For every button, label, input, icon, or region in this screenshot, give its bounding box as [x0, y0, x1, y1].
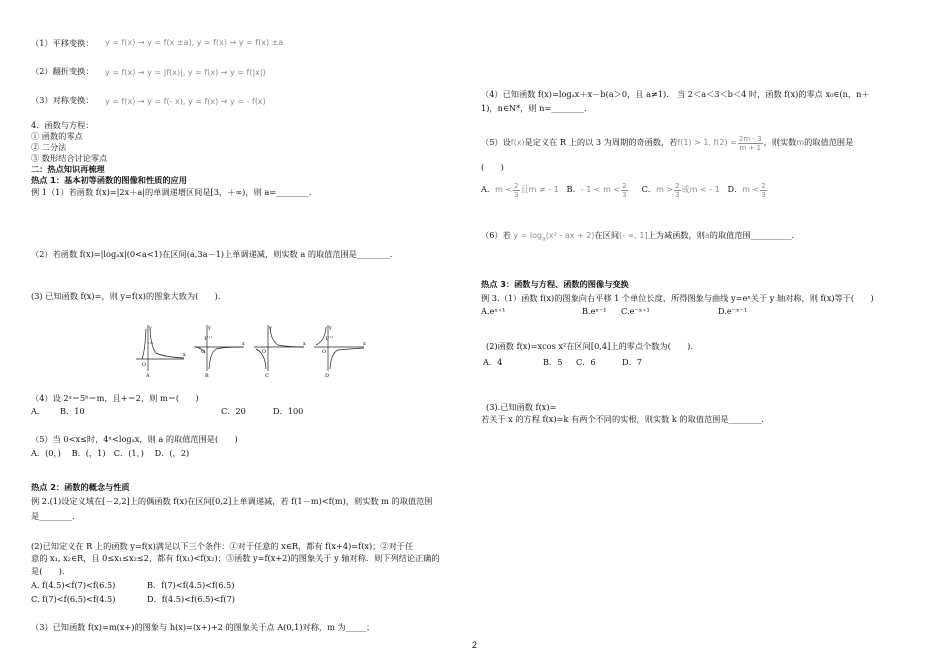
- example-2-1: 例 2.(1)设定义域在[－2,2]上的偶函数 f(x)在区间[0,2]上单调递减，若 f(1－m)<f(m)，则实数 m 的取值范围: [31, 496, 433, 506]
- option-d-frac: [760, 182, 766, 199]
- example-2-2-cont: 意的 x₁, x₂∈R，且 0≤x₁≤x₂≤2，都有 f(x₁)<f(x₂)；③函数 y=f(x+2)的图象关于 y 轴对称．则下列结论正确的: [31, 553, 440, 563]
- option-d-num: 2: [761, 181, 766, 190]
- option-b-den: 3: [622, 190, 627, 199]
- right-q6-interval: (- ∞, 1]: [619, 231, 648, 240]
- right-q5: [481, 133, 853, 152]
- right-q6: [481, 230, 794, 245]
- example-3-3: (3).已知函数 f(x)=: [486, 402, 557, 412]
- right-q5-fraction: [738, 135, 763, 152]
- example-2-2: (2)已知定义在 R 上的函数 y=f(x)满足以下三个条件：①对于任意的 x∈R，都有 f(x+4)=f(x)；②对于任: [31, 541, 414, 551]
- graph-a-x-label: x: [183, 352, 186, 358]
- right-q5-m: m: [796, 138, 805, 147]
- option-2-2-a: A. f(4.5)<f(7)<f(6.5): [31, 580, 116, 590]
- option-2-2-d: D．f(4.5)<f(6.5)<f(7): [147, 594, 235, 604]
- option-3-1-b: B.eˣ⁻¹: [582, 306, 607, 316]
- right-q5-paren: ( ): [481, 162, 504, 172]
- example-2-1-cont: 是________.: [31, 511, 75, 521]
- line-symmetry-formula: y = f(x) → y = f(- x), y = f(x) → y = - f(x): [105, 97, 266, 106]
- example-1-1: 例 1（1）若函数 f(x)=|2x＋a|的单调递增区间是[3，＋∞)，则 a=________.: [31, 187, 312, 197]
- line-flip-label: （2）翻折变换：: [31, 66, 94, 76]
- right-q6-text: 在区间: [594, 230, 620, 240]
- option-3-2-a: A．4: [483, 357, 503, 367]
- option-b-frac: [621, 182, 627, 199]
- option-a-frac: [513, 182, 519, 199]
- graph-d-label: D: [325, 373, 330, 379]
- option-3-1-d: D.e⁻ˣ⁻¹: [718, 306, 748, 316]
- example-3-2: (2)函数 f(x)=xcos x²在区间[0,4]上的零点个数为( ).: [486, 341, 693, 351]
- graph-d: [314, 325, 364, 371]
- section-heading: 二：热点知识再梳理: [31, 164, 105, 174]
- option-1-4-d: D．100: [273, 406, 304, 416]
- option-3-2-c: C．6: [576, 357, 596, 367]
- line-zero-point: ① 函数的零点: [31, 131, 83, 141]
- right-q5-fx: f(x): [510, 138, 525, 147]
- example-1-3: (3) 已知函数 f(x)=，则 y=f(x)的图象大致为( ).: [31, 291, 221, 301]
- option-d-den: 3: [761, 190, 766, 199]
- line-graph-zero: ③ 数形结合讨论零点: [31, 153, 108, 163]
- graph-d-one-label: 1: [325, 336, 329, 342]
- page-number: 2: [472, 640, 478, 650]
- line-flip-formula: y = f(x) → y = |f(x)|, y = f(x) → y = f(|x|): [105, 68, 266, 77]
- right-q5-text2: ，则实数: [763, 137, 797, 147]
- graph-c-y-label: y: [269, 325, 272, 331]
- option-d-label: D．: [727, 184, 743, 194]
- right-q6-lead: （6）若: [481, 230, 511, 240]
- graph-c-origin-label: O: [262, 349, 267, 355]
- graph-b-origin-label: O: [201, 349, 206, 355]
- example-3-1: 例 3.（1）函数 f(x)的图象向右平移 1 个单位长度，所得图象与曲线 y=eˣ关于 y 轴对称，则 f(x)等于( ): [481, 293, 874, 303]
- graph-b-label: B: [205, 373, 209, 379]
- right-q4-cont: 1)，n∈N*，则 n=________.: [481, 103, 587, 113]
- example-2-2-end: 是( ).: [31, 566, 65, 576]
- option-c-num: 2: [675, 181, 680, 190]
- option-c-label: C．: [641, 184, 657, 194]
- graph-c-x-label: x: [303, 341, 306, 347]
- graph-d-y-label: y: [329, 325, 332, 331]
- line-function-equation: 4．函数与方程：: [31, 120, 94, 130]
- option-c-den: 3: [675, 190, 680, 199]
- option-a-num: 2: [514, 181, 519, 190]
- option-a-den: 3: [514, 190, 519, 199]
- graph-b-one-label: 1: [204, 336, 208, 342]
- option-3-1-c: C.e⁻ˣ⁺¹: [621, 306, 650, 316]
- option-b-num: 2: [622, 181, 627, 190]
- hotspot-2-heading: 热点 2：函数的概念与性质: [31, 482, 130, 492]
- option-3-2-b: B．5: [543, 357, 563, 367]
- option-c-tail: 或m < - 1: [681, 185, 720, 194]
- option-b-label: B．: [566, 184, 581, 194]
- right-q6-fn-arg: (x² - ax + 2): [545, 231, 595, 240]
- right-q5-frac-num: 2m - 3: [738, 134, 762, 143]
- graph-b: [194, 325, 244, 371]
- example-1-5: （5）当 0<x≤时，4ˣ<logₐx，则 a 的取值范围是( ): [31, 434, 238, 444]
- options-1-5: A．(0，) B．(，1) C．(1，) D．(，2): [31, 448, 190, 458]
- graph-a-y-label: y: [149, 325, 152, 331]
- option-1-4-c: C．20: [221, 406, 246, 416]
- example-3-3-cont: 若关于 x 的方程 f(x)=k 有两个不同的实根，则实数 k 的取值范围是________.: [481, 414, 764, 424]
- option-3-2-d: D．7: [622, 357, 642, 367]
- graph-c-label: C: [265, 373, 269, 379]
- example-1-2: （2）若函数 f(x)=|logₐx|(0<a<1)在区间(a,3a－1)上单调递减，则实数 a 的取值范围是________.: [31, 249, 393, 259]
- right-q5-text: 是定义在 R 上的以 3 为周期的奇函数，若: [524, 137, 678, 147]
- right-q6-text2: 上为减函数，则: [647, 230, 705, 240]
- option-a-formula: m <: [495, 185, 513, 194]
- example-1-4: （4）设 2ᵃ＝5ᵇ＝m，且+＝2，则 m＝( ): [31, 393, 199, 403]
- right-q6-sub: a: [542, 235, 546, 243]
- line-symmetry-label: （3）对称变换：: [31, 95, 94, 105]
- right-q6-fn: y = log: [513, 231, 543, 240]
- right-q6-text3: 的取值范围__________.: [709, 230, 795, 240]
- hotspot-3-heading: 热点 3：函数与方程、函数的图像与变换: [481, 279, 629, 289]
- option-c-formula: m >: [656, 185, 674, 194]
- hotspot-1-heading: 热点 1：基本初等函数的图像和性质的应用: [31, 175, 187, 185]
- option-3-1-a: A.eˣ⁺¹: [481, 306, 506, 316]
- graph-a-label: A: [146, 373, 150, 379]
- line-bisection: ② 二分法: [31, 142, 67, 152]
- option-1-4-b: B．10: [60, 406, 85, 416]
- option-d-formula: m <: [742, 185, 760, 194]
- option-c-frac: [674, 182, 680, 199]
- graph-a-origin-label: O: [142, 362, 147, 368]
- right-q5-lead: （5）设: [481, 137, 511, 147]
- option-a-tail: 且m ≠ - 1: [520, 185, 559, 194]
- right-q6-a: a: [704, 231, 710, 240]
- graph-c: [254, 325, 304, 371]
- option-2-2-b: B．f(7)<f(4.5)<f(6.5): [147, 580, 235, 590]
- answer-graphs: [128, 323, 368, 379]
- right-q5-options: [481, 180, 768, 199]
- option-2-2-c: C. f(7)<f(6.5)<f(4.5): [31, 594, 116, 604]
- line-translate-formula: y = f(x) → y = f(x ±a), y = f(x) → y = f(x) ±a: [105, 38, 284, 47]
- example-2-3: （3）已知函数 f(x)=m(x+)的图象与 h(x)=(x+)+2 的图象关于点 A(0,1)对称，m 为_____；: [31, 622, 375, 632]
- option-b-formula: - 1 < m <: [580, 185, 621, 194]
- graph-b-y-label: y: [208, 325, 211, 331]
- graph-d-origin-label: O: [322, 349, 327, 355]
- graph-d-x-label: x: [363, 341, 366, 347]
- right-q4: （4）已知函数 f(x)=logₐx＋x－b(a＞0，且 a≠1)． 当 2＜a＜3＜b＜4 时，函数 f(x)的零点 x₀∈(n，n＋: [481, 89, 870, 99]
- graph-b-x-label: x: [242, 341, 245, 347]
- right-q5-text3: 的取值范围是: [804, 137, 854, 147]
- option-1-4-a: A．: [31, 406, 46, 416]
- right-q5-cond: f(1) > 1, f(2) =: [677, 138, 737, 147]
- right-q5-frac-den: m + 1: [739, 143, 762, 152]
- option-a-label: A．: [481, 184, 496, 194]
- line-translate-label: （1）平移变换：: [31, 38, 94, 48]
